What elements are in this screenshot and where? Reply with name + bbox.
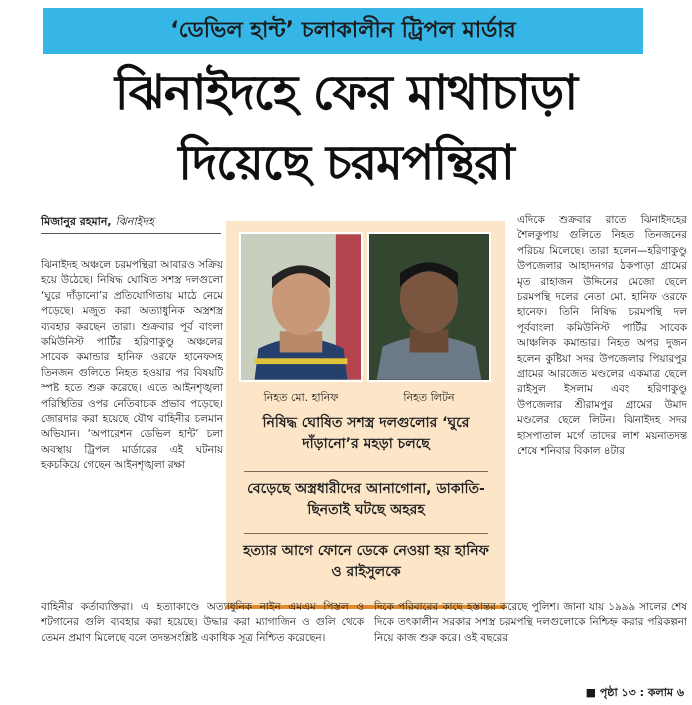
headline (40, 58, 652, 198)
pull-quote-3: হত্যার আগে ফোনে ডেকে নেওয়া হয় হানিফ ও রাইসুলকে (243, 543, 489, 580)
page-reference: ■ পৃষ্ঠা ১৩ : কলাম ৬ (585, 686, 684, 699)
portrait-2-icon (369, 234, 489, 380)
pull-quote-1: নিষিদ্ধ ঘোষিত সশস্ত্র দলগুলোর ‘ঘুরে দাঁড়ানো’র মহড়া চলছে (262, 415, 470, 452)
kicker-banner: ‘ডেভিল হান্ট’ চলাকালীন ট্রিপল মার্ডার (43, 8, 643, 54)
headline-line-2: দিয়েছে চরমপন্থিরা (178, 135, 514, 191)
photo-2-caption: নিহত লিটন (403, 391, 455, 404)
body-bottom-left: বাহিনীর কর্তাব্যক্তিরা। এ হত্যাকাণ্ডে অত্যাধুনিক নাইন এমএম পিস্তল ও শটগানের গুলি ব্যবহার করা হয়েছে। উদ্ধার করা ম্যাগাজিন ও গুলি থেকে তেমন প্রমাণ মিলেছে বলে তদন্তসংশ্লিষ্ট একাধিক সূত্র নিশ্চিত করেছেন। (41, 601, 364, 644)
body-right-column: এদিকে শুক্রবার রাতে ঝিনাইদহের শৈলকুপায় গুলিতে নিহত তিনজনের পরিচয় মিলেছে। তারা হলেন—হরিণাকুণ্ডু উপজেলার আহাদনগর ঠকপাড়া গ্রামের মৃত রাহাজন উদ্দিনের মেজো ছেলে চরমপন্থি দলের নেতা মো. হানিফ ওরফে হানেফ। তিনি নিষিদ্ধ চরমপন্থি দল পূর্ববাংলা কমিউনিস্ট পার্টির সাবেক আঞ্চলিক কমান্ডার। নিহত অপর দুজন হলেন কুষ্টিয়া সদর উপজেলার পিয়ারপুর গ্রামের আরজেত মণ্ডলের একমাত্র ছেলে রাইসুল ইসলাম এবং হরিণাকুণ্ডু উপজেলার শ্রীরামপুর গ্রামের উমাদ মণ্ডলের ছেলে লিটন। ঝিনাইদহ সদর হাসপাতাল মর্গে তাদের লাশ ময়নাতদন্ত শেষে শনিবার বিকাল ৪টার (517, 214, 687, 458)
headline-line-1: ঝিনাইদহে ফের মাথাচাড়া (114, 65, 578, 121)
photo-1-caption: নিহত মো. হানিফ (263, 391, 339, 404)
photo-panel (226, 221, 505, 609)
pull-quote-divider-1 (244, 471, 488, 472)
photo-hanif (239, 232, 363, 382)
portrait-1-icon (241, 234, 361, 380)
body-left-column: ঝিনাইদহ অঞ্চলে চরমপন্থিরা আবারও সক্রিয় হয়ে উঠেছে। নিষিদ্ধ ঘোষিত সশস্ত্র দলগুলো ‘ঘুরে দাঁড়ানো’র প্রতিযোগিতায় মাঠে নেমে পড়েছে। মজুত করা অত্যাধুনিক অস্ত্রশস্ত্র ব্যবহার করছেন তারা। শুক্রবার পূর্ব বাংলা কমিউনিস্ট পার্টির হরিণাকুণ্ডু অঞ্চলের সাবেক কমান্ডার হানিফ ওরফে হানেফসহ তিনজন গুলিতে নিহত হওয়ার পর বিষয়টি স্পষ্ট হতে শুরু করেছে। এতে আইনশৃঙ্খলা পরিস্থিতির ওপর নেতিবাচক প্রভাব পড়েছে। জোরদার করা হয়েছে যৌথ বাহিনীর চলমান অভিযান। ‘অপারেশন ডেভিল হান্ট’ চলা অবস্থায় ট্রিপল মার্ডারের এই ঘটনায় হকচকিয়ে গেছেন আইনশৃঙ্খলা রক্ষা (41, 259, 223, 472)
body-bottom-right: দিকে পরিবারের কাছে হস্তান্তর করেছে পুলিশ। জানা যায় ১৯৯৯ সালের শেষ দিকে তৎকালীন সরকার সশস্ত্র চরমপন্থি দলগুলোকে নিশ্চিহ্ন করার পরিকল্পনা নিয়ে কাজ শুরু করে। ওই বছরের (374, 601, 687, 644)
photo-liton (367, 232, 491, 382)
byline-rule (41, 233, 221, 234)
byline (41, 213, 221, 232)
byline-author: মিজানুর রহমান, (41, 215, 112, 228)
pull-quote-divider-2 (244, 533, 488, 534)
byline-place: ঝিনাইদহ (115, 215, 154, 228)
body-bottom-row (41, 600, 687, 682)
pull-quote-2: বেড়েছে অস্ত্রধারীদের আনাগোনা, ডাকাতি-ছিনতাই ঘটছে অহরহ (247, 481, 485, 518)
